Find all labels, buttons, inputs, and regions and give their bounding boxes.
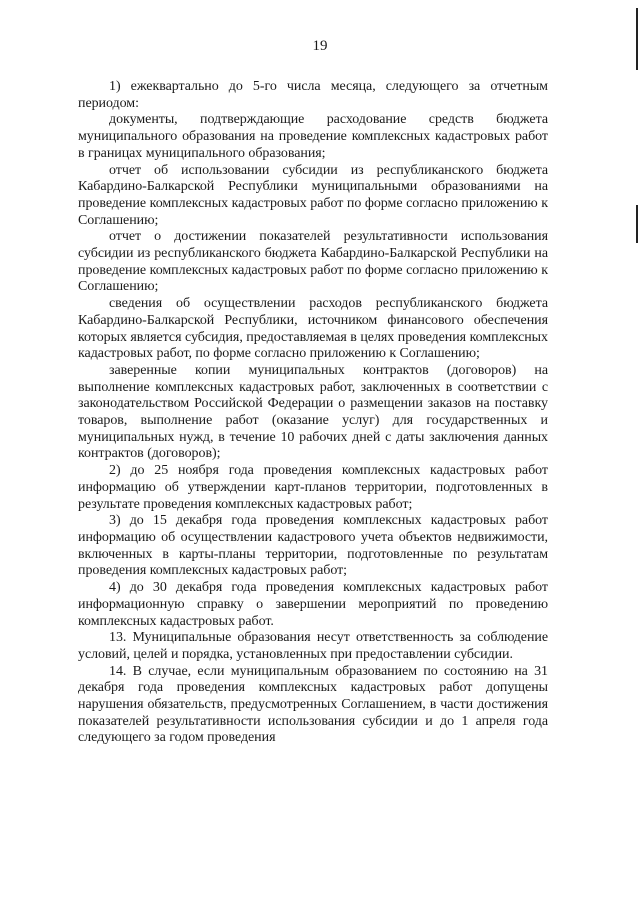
paragraph-performance-report: отчет о достижении показателей результативности использования субсидии из республиканского бюджета Кабардино-Балкарской Республики на проведение комплексных кадастровых работ по форме согласно приложению к Соглашению; bbox=[78, 229, 548, 295]
paragraph-december-15-deadline: 3) до 15 декабря года проведения комплексных кадастровых работ информацию об осуществлении кадастрового учета объектов недвижимости, включенных в карты-планы территории, подготовленные по результатам проведения комплексных кадастровых работ; bbox=[78, 513, 548, 579]
paragraph-section-14: 14. В случае, если муниципальным образованием по состоянию на 31 декабря года проведения комплексных кадастровых работ допущены нарушения обязательств, предусмотренных Соглашением, в части достижения показателей результативности использования субсидии и до 1 апреля года следующего за годом проведения bbox=[78, 663, 548, 746]
document-body bbox=[78, 79, 548, 747]
paragraph-reporting-deadline: 1) ежеквартально до 5-го числа месяца, следующего за отчетным периодом: bbox=[78, 79, 548, 111]
paragraph-december-30-deadline: 4) до 30 декабря года проведения комплексных кадастровых работ информационную справку о завершении мероприятий по проведению комплексных кадастровых работ. bbox=[78, 580, 548, 629]
paragraph-expenditure-info: сведения об осуществлении расходов республиканского бюджета Кабардино-Балкарской Республики, источником финансового обеспечения которых является субсидия, предоставляемая в целях проведения комплексных кадастровых работ, по форме согласно приложению к Соглашению; bbox=[78, 296, 548, 362]
page-number: 19 bbox=[312, 38, 328, 54]
scan-edge-mark-middle bbox=[636, 205, 638, 243]
scan-edge-mark-top bbox=[636, 8, 638, 70]
paragraph-november-deadline: 2) до 25 ноября года проведения комплексных кадастровых работ информацию об утверждении карт-планов территории, подготовленных в результате проведения комплексных кадастровых работ; bbox=[78, 463, 548, 512]
paragraph-section-13: 13. Муниципальные образования несут ответственность за соблюдение условий, целей и порядка, установленных при предоставлении субсидии. bbox=[78, 630, 548, 662]
paragraph-subsidy-usage-report: отчет об использовании субсидии из республиканского бюджета Кабардино-Балкарской Республики муниципальными образованиями на проведение комплексных кадастровых работ по форме согласно приложению к Соглашению; bbox=[78, 162, 548, 228]
paragraph-budget-documents: документы, подтверждающие расходование средств бюджета муниципального образования на проведение комплексных кадастровых работ в границах муниципального образования; bbox=[78, 112, 548, 161]
paragraph-contract-copies: заверенные копии муниципальных контрактов (договоров) на выполнение комплексных кадастровых работ, заключенных в соответствии с законодательством Российской Федерации о размещении заказов на поставку товаров, выполнение работ (оказание услуг) для государственных и муниципальных нужд, в течение 10 рабочих дней с даты заключения данных контрактов (договоров); bbox=[78, 362, 548, 462]
